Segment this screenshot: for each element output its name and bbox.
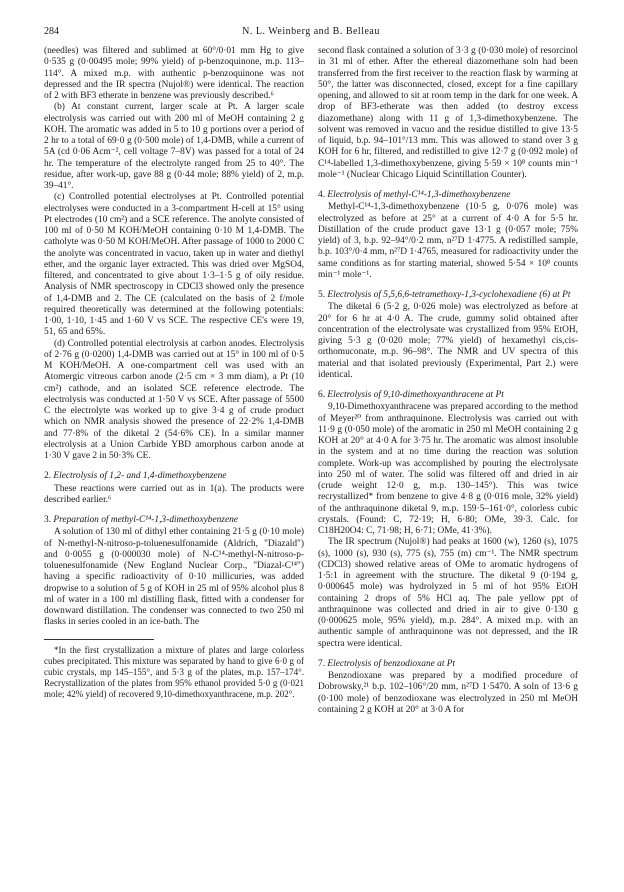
section-number: 7. <box>318 658 326 669</box>
running-head: N. L. Weinberg and B. Belleau <box>242 26 380 37</box>
page-header <box>44 20 578 40</box>
section-number: 6. <box>318 390 326 400</box>
footnote-rule <box>44 639 154 640</box>
section-title: Electrolysis of benzodioxane at Pt <box>327 658 456 669</box>
section-heading <box>318 290 578 301</box>
section-number: 2. <box>44 471 52 482</box>
section-heading <box>318 390 578 401</box>
right-column <box>318 46 578 716</box>
footnote-text: *In the first crystallization a mixture of plates and large colorless cubes precipitated. This mixture was separated by hand to give 6·0 g of cubic crystals, mp 145–155°, and 5·3 g of the plates, m.p. 157–174°. Recrystallization of the plates from 95% ethanol provided 5·0 g (0·021 mole; 42% yield) of recovered 9,10-dimethoxyanthracene, m.p. 202°. <box>44 644 304 699</box>
section-title: Electrolysis of methyl-C¹⁴-1,3-dimethoxybenzene <box>327 190 511 200</box>
page-number: 284 <box>44 26 59 37</box>
section-number: 4. <box>318 190 326 200</box>
paragraph: (c) Controlled potential electrolyses at Pt. Controlled potential electrolyses were conducted in a 3-compartment H-cell at 15° using Pt electrodes (10 cm²) and a SCE reference. The anolyte consisted of 100 ml of 0·50 M KOH/MeOH containing 0·10 M 1,4-DMB. The catholyte was 0·50 M KOH/MeOH. After passage of 1000 to 2000 C the anolyte was concentrated in vacuo, taken up in water and diethyl ether, and the organic layer extracted. This was dried over MgSO4, filtered, and concentrated to give about 1·3–1·5 g of oily residue. Analysis of NMR spectroscopy in CDCl3 showed only the presence of 1,4-DMB and 2. The CE (calculated on the basis of 2 f/mole required theoretically was determined at the following potentials: 1·00, 1·10, 1·45 and 1·60 V vs SCE. The respective CE's were 19, 51, 65 and 65%. <box>44 192 304 338</box>
left-column <box>44 46 304 716</box>
section-heading <box>318 659 578 670</box>
paragraph: (d) Controlled potential electrolysis at carbon anodes. Electrolysis of 2·76 g (0·0200) 1,4-DMB was carried out at 15° in 100 ml of 0·5 M KOH/MeOH. A one-compartment cell was used with an Atomergic vitreous carbon anode (2·5 cm × 3 mm diam), a Pt (10 cm²) cathode, and an isolated SCE reference electrode. The electrolysis was conducted at 1·50 V vs SCE. After passage of 5500 C the electrolyte was worked up to give 3·4 g of crude product which on NMR analysis showed the presence of 22·2% 1,4-DMB and 77·8% of the diketal 2 (54·6% CE). In a similar manner electrolysis at a Union Carbide YBD amorphous carbon anode at 1·30 V gave 2 in 50·3% CE. <box>44 338 304 461</box>
paragraph: Benzodioxane was prepared by a modified procedure of Dobrowsky,²¹ b.p. 102–106°/20 mm, n²⁷D 1·5470. A soln of 13·6 g (0·100 mole) of benzodioxane was electrolyzed in 250 ml MeOH containing 2 g KOH at 20° at 3·0 A for <box>318 671 578 715</box>
paragraph: The IR spectrum (Nujol®) had peaks at 1600 (w), 1260 (s), 1075 (s), 1000 (s), 930 (s), 775 (s), 755 (m) cm⁻¹. The NMR spectrum (CDCl3) showed relative areas of OMe to aromatic hydrogens of 1·5:1 in agreement with the structure. The diketal 9 (0·194 g, 0·000645 mole) was hydrolyzed in 5 ml of hot 95% EtOH containing 2 drops of 5% HCl aq. The pale yellow ppt of anthraquinone was collected and dried in air to give 0·130 g (0·000625 mole, 95% yield), m.p. 284°. A mixed m.p. with an authentic sample of anthraquinone was not depressed, and the IR spectra were identical. <box>318 537 578 649</box>
paragraph: 9,10-Dimethoxyanthracene was prepared according to the method of Meyer²⁰ from anthraquinone. Electrolysis was carried out with 11·9 g (0·050 mole) of the aromatic in 250 ml MeOH containing 2 g KOH at 20° at 4·0 A for 3·75 hr. The aromatic was almost insoluble in the system and at no time during the reaction was solution complete. Work-up was accomplished by pouring the electrolysate into 250 ml of water. The solid was filtered off and dried in air (crude weight 12·0 g, m.p. 130–145°). This was twice recrystallized* from benzene to give 4·8 g (0·016 mole, 32% yield) of the anthraquinone diketal 9, m.p. 159·5–161·0°, colorless cubic crystals. (Found: C, 72·19; H, 6·80; OMe, 39·3. Calc. for C18H20O4: C, 71·98; H, 6·71; OMe, 41·3%). <box>318 402 578 536</box>
section-title: Electrolysis of 5,5,6,6-tetramethoxy-1,3-cyclohexadiene (6) at Pt <box>327 290 571 300</box>
section-title: Preparation of methyl-C¹⁴-1,3-dimethoxybenzene <box>53 515 238 525</box>
section-title: Electrolysis of 1,2- and 1,4-dimethoxybenzene <box>53 471 227 482</box>
paragraph: (needles) was filtered and sublimed at 60°/0·01 mm Hg to give 0·535 g (0·00495 mole; 99% yield) of p-benzoquinone, m.p. 113–114°. A mixed m.p. with authentic p-benzoquinone was not depressed and the IR spectra (Nujol®) were identical. The reaction of 2 with BF3 etherate in benzene was previously described.⁶ <box>44 46 304 101</box>
paragraph: second flask contained a solution of 3·3 g (0·030 mole) of resorcinol in 31 ml of ether. After the ethereal diazomethane soln had been transferred from the first receiver to the reaction flask by warming at 50°, the latter was disconnected, closed, except for a fine capillary opening, and allowed to sit at room temp in the dark for one week. A drop of BF3-etherate was then added (to destroy excess diazomethane) along with 11 g of 1,3-dimethoxybenzene. The solvent was removed in vacuo and the residue distilled to give 13·5 of liquid, b.p. 94–101°/13 mm. This was allowed to stand over 3 g KOH for 6 hr, filtered, and redistilled to give 12·7 g (0·092 mole) of C¹⁴-labelled 1,3-dimethoxybenzene, giving 5·59 × 10⁸ counts min⁻¹ mole⁻¹ (Nuclear Chicago Liquid Scintillation Counter). <box>318 46 578 180</box>
paragraph: The diketal 6 (5·2 g, 0·026 mole) was electrolyzed as before at 20° for 6 hr at 4·0 A. The crude, gummy solid obtained after concentration of the electrolysate was crystallized from 95% EtOH, giving 5·3 g (0·020 mole; 77% yield) of hexamethyl cis,cis-orthomuconate, m.p. 96–98°. The NMR and UV spectra of this material and that isolated previously (Experimental, Part 2.) were identical. <box>318 302 578 380</box>
section-heading <box>318 190 578 201</box>
footnote <box>44 645 304 700</box>
section-number: 5. <box>318 290 326 300</box>
section-heading <box>44 471 304 482</box>
paragraph: These reactions were carried out as in 1(a). The products were described earlier.⁶ <box>44 483 304 505</box>
section-heading <box>44 515 304 526</box>
paragraph: (b) At constant current, larger scale at Pt. A larger scale electrolysis was carried out with 200 ml of MeOH containing 2 g KOH. The aromatic was added in 5 to 10 g portions over a period of 2 hr to a total of 69·0 g (0·500 mole) of 1,4-DMB, while a current of 5A (cd 0·06 Acm⁻², cell voltage 7–8V) was passed for a total of 24 hr. The temperature of the electrolyte ranged from 25 to 40°. The residue, after work-up, gave 88 g (0·44 mole; 88% yield) of 2, m.p. 39–41°. <box>44 102 304 191</box>
paragraph: Methyl-C¹⁴-1,3-dimethoxybenzene (10·5 g, 0·076 mole) was electrolyzed as before at 25° at a current of 4·0 A for 5·5 hr. Distillation of the crude product gave 13·1 g (0·057 mole; 75% yield) of 3, b.p. 92–94°/0·2 mm, n²⁷D 1·4775. A redistilled sample, b.p. 103°/0·4 mm, n²⁷D 1·4765, measured for radioactivity under the same conditions as for starting material, showed 5·54 × 10⁸ counts min⁻¹ mole⁻¹. <box>318 202 578 280</box>
section-title: Electrolysis of 9,10-dimethoxyanthracene at Pt <box>327 390 504 400</box>
paragraph: A solution of 130 ml of dithyl ether containing 21·5 g (0·10 mole) of N-methyl-N-nitroso-p-toluenesulfonamide (Aldrich, "Diazald") and 0·0055 g (0·000030 mole) of N-C¹⁴-methyl-N-nitroso-p-toluenesulfonamide (New England Nuclear Corp., "Diazal-C¹⁴") having a specific radioactivity of 0·10 millicuries, was added dropwise to a solution of 5 g of KOH in 25 ml of 95% alcohol plus 8 ml of water in a 100 ml distilling flask, fitted with a condenser for downward distillation. The condenser was connected to two 250 ml flasks in series cooled in an ice-bath. The <box>44 527 304 628</box>
section-number: 3. <box>44 515 52 525</box>
